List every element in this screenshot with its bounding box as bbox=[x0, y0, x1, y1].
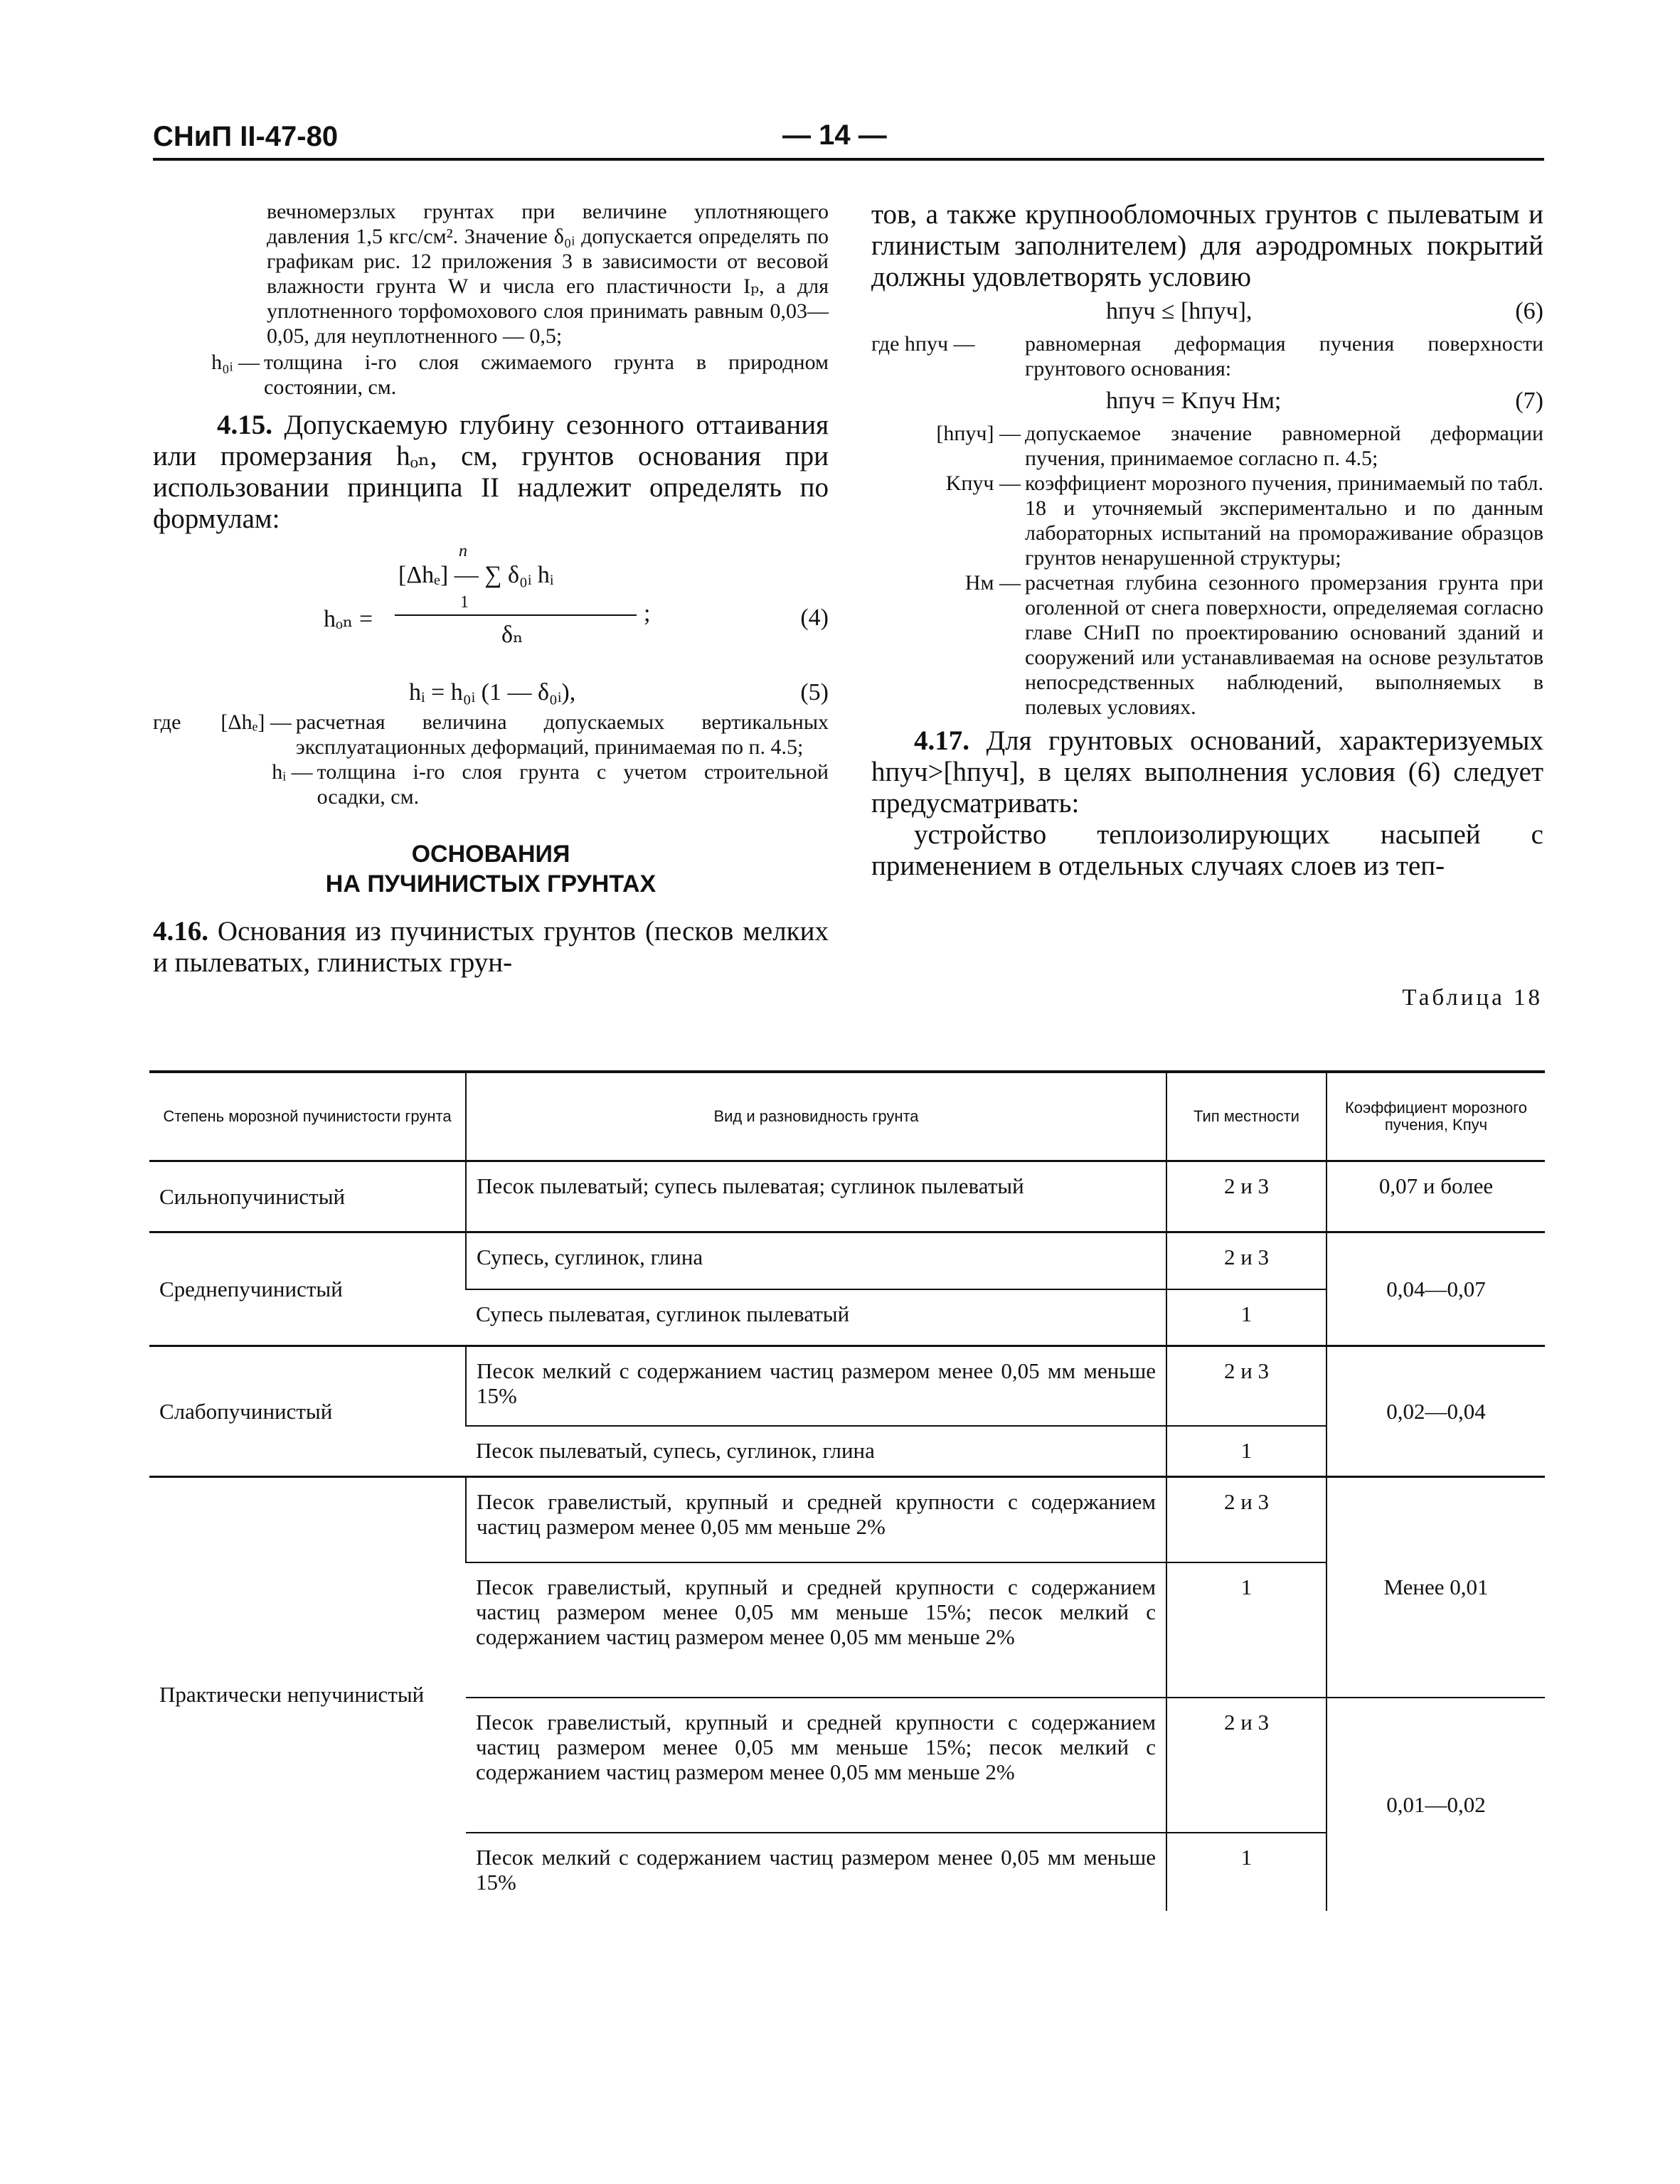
header-terrain-type: Тип местности bbox=[1166, 1072, 1327, 1161]
frost-degree-cell: Практически непучинистый bbox=[149, 1477, 466, 1911]
definition-text: равномерная деформация пучения поверхности грунтового основания: bbox=[1025, 332, 1543, 380]
formula-numerator: [Δhₑ] — ∑ δ₀ᵢ hᵢ bbox=[398, 562, 554, 588]
definition-text: коэффициент морозного пучения, принимаемый по табл. 18 и уточняемый экспериментально и по данным лабораторных испытаний на промораживание образцов грунтов ненарушенной структуры; bbox=[1025, 472, 1543, 570]
definition-symbol: Hм — bbox=[964, 571, 1021, 595]
terrain-type-cell: 2 и 3 bbox=[1166, 1477, 1327, 1562]
formula-body: hпуч ≤ [hпуч], bbox=[1106, 298, 1253, 324]
terrain-type-cell: 1 bbox=[1166, 1833, 1327, 1911]
definition-hm bbox=[871, 570, 1543, 720]
table-row bbox=[149, 1477, 1545, 1562]
paragraph-number: 4.15. bbox=[217, 410, 272, 440]
definition-hi bbox=[153, 760, 829, 809]
soil-kind-cell: Песок мелкий с содержанием частиц размером менее 0,05 мм меньше 15% bbox=[466, 1346, 1166, 1426]
formula-number: (5) bbox=[800, 679, 829, 705]
paragraph-number: 4.16. bbox=[153, 916, 208, 947]
definition-text: расчетная величина допускаемых вертикальных эксплуатационных деформаций, принимаемая по п. 4.5; bbox=[295, 710, 829, 759]
soil-kind-cell: Супесь, суглинок, глина bbox=[466, 1232, 1166, 1289]
definition-h0i bbox=[153, 350, 829, 400]
paragraph-4-16 bbox=[153, 916, 829, 979]
definition-symbol: [hпуч] — bbox=[936, 422, 1021, 445]
section-title bbox=[153, 839, 829, 899]
paragraph-4-15 bbox=[153, 410, 829, 535]
header-soil-kind: Вид и разновидность грунта bbox=[466, 1072, 1166, 1161]
left-column bbox=[153, 199, 829, 979]
spacer bbox=[153, 760, 206, 809]
definition-text: толщина i-го слоя грунта с учетом строительной осадки, см. bbox=[317, 760, 829, 809]
definition-hpuch bbox=[871, 331, 1543, 381]
formula-body: hᵢ = h₀ᵢ (1 — δ₀ᵢ), bbox=[409, 679, 576, 705]
formula-sum-top: n bbox=[459, 542, 467, 560]
terrain-type-cell: 1 bbox=[1166, 1426, 1327, 1477]
table-caption: Таблица 18 bbox=[1402, 985, 1543, 1011]
formula-lhs: hₒₙ = bbox=[324, 606, 373, 632]
paragraph-text: Для грунтовых оснований, характеризуемых hпуч>[hпуч], в целях выполнения условия (6) следует предусматривать: bbox=[871, 725, 1543, 819]
soil-kind-cell: Песок пылеватый; супесь пылеватая; суглинок пылеватый bbox=[466, 1161, 1166, 1232]
paragraph-number: 4.17. bbox=[914, 725, 969, 756]
frost-degree-cell: Слабопучинистый bbox=[149, 1346, 466, 1477]
formula-5 bbox=[153, 677, 829, 710]
soil-kind-cell: Песок пылеватый, супесь, суглинок, глина bbox=[466, 1426, 1166, 1477]
formula-body: hпуч = Kпуч Hм; bbox=[1106, 388, 1282, 414]
table-row bbox=[149, 1232, 1545, 1289]
definition-text: расчетная глубина сезонного промерзания грунта при оголенной от снега поверхности, определяемая согласно главе СНиП по проектированию оснований зданий и сооружений или устанавливаемая на основе результатов непосредственных наблюдений, выполняемых в полевых условиях. bbox=[1025, 571, 1543, 719]
soil-kind-cell: Супесь пылеватая, суглинок пылеватый bbox=[466, 1289, 1166, 1346]
coefficient-cell: Менее 0,01 bbox=[1327, 1477, 1545, 1698]
formula-sum-bottom: 1 bbox=[460, 593, 469, 612]
formula-number: (6) bbox=[1515, 298, 1543, 324]
table-row bbox=[149, 1161, 1545, 1232]
terrain-type-cell: 1 bbox=[1166, 1562, 1327, 1698]
soil-kind-cell: Песок гравелистый, крупный и средней крупности с содержанием частиц размером менее 0,05 мм меньше 15%; песок мелкий с содержанием частиц размером менее 0,05 мм меньше 2% bbox=[466, 1562, 1166, 1698]
table-row bbox=[149, 1346, 1545, 1426]
definition-symbol: Kпуч — bbox=[945, 472, 1021, 495]
soil-kind-cell: Песок гравелистый, крупный и средней крупности с содержанием частиц размером менее 0,05 мм меньше 15%; песок мелкий с содержанием частиц размером менее 0,05 мм меньше 2% bbox=[466, 1698, 1166, 1833]
soil-kind-cell: Песок гравелистый, крупный и средней крупности с содержанием частиц размером менее 0,05 мм меньше 2% bbox=[466, 1477, 1166, 1562]
section-title-line-2: НА ПУЧИНИСТЫХ ГРУНТАХ bbox=[325, 870, 656, 897]
terrain-type-cell: 2 и 3 bbox=[1166, 1346, 1327, 1426]
formula-6 bbox=[871, 296, 1543, 331]
definition-symbol: [Δhₑ] — bbox=[220, 710, 292, 734]
terrain-type-cell: 2 и 3 bbox=[1166, 1698, 1327, 1833]
paragraph-4-17-continuation: устройство теплоизолирующих насыпей с применением в отдельных случаях слоев из теп- bbox=[871, 819, 1543, 881]
formula-4 bbox=[153, 542, 829, 677]
definition-text: толщина i-го слоя сжимаемого грунта в природном состоянии, см. bbox=[264, 351, 829, 399]
formula-end: ; bbox=[644, 600, 651, 627]
fraction-line bbox=[395, 614, 637, 616]
formula-denominator: δₙ bbox=[501, 622, 523, 648]
continued-text: тов, а также крупнообломочных грунтов с пылеватым и глинистым заполнителем) для аэродромных покрытий должны удовлетворять условию bbox=[871, 199, 1543, 292]
frost-degree-cell: Среднепучинистый bbox=[149, 1232, 466, 1346]
formula-number: (4) bbox=[800, 604, 829, 631]
frost-degree-cell: Сильнопучинистый bbox=[149, 1161, 466, 1232]
paragraph-text: Допускаемую глубину сезонного оттаивания или промерзания hₒₙ, см, грунтов основания при использовании принципа II надлежит определять по формулам: bbox=[153, 410, 829, 534]
right-column bbox=[871, 199, 1543, 882]
table-18 bbox=[149, 1070, 1545, 1911]
where-word: где bbox=[153, 710, 181, 734]
coefficient-cell: 0,01—0,02 bbox=[1327, 1698, 1545, 1911]
document-code: СНиП II-47-80 bbox=[153, 121, 339, 152]
definition-symbol: h₀ᵢ — bbox=[211, 351, 260, 374]
coefficient-cell: 0,04—0,07 bbox=[1327, 1232, 1545, 1346]
definition-text: допускаемое значение равномерной деформации пучения, принимаемое согласно п. 4.5; bbox=[1025, 422, 1543, 470]
definition-hpuch-allowed bbox=[871, 421, 1543, 471]
continued-text: вечномерзлых грунтах при величине уплотняющего давления 1,5 кгс/см². Значение δ₀ᵢ допускается определять по графикам рис. 12 приложения 3 в зависимости от весовой влажности грунта W и числа его пластичности Iₚ, а для уплотненного торфомохового слоя принимать равным 0,03—0,05, для неуплотненного — 0,5; bbox=[267, 200, 829, 348]
coefficient-cell: 0,02—0,04 bbox=[1327, 1346, 1545, 1477]
formula-number: (7) bbox=[1515, 388, 1543, 414]
header-frost-degree: Степень морозной пучинистости грунта bbox=[149, 1072, 466, 1161]
definition-symbol: где hпуч — bbox=[871, 332, 975, 356]
paragraph-text: Основания из пучинистых грунтов (песков мелких и пылеватых, глинистых грун- bbox=[153, 916, 829, 978]
paragraph-4-17 bbox=[871, 725, 1543, 819]
page-number: — 14 — bbox=[782, 119, 887, 151]
terrain-type-cell: 2 и 3 bbox=[1166, 1232, 1327, 1289]
section-title-line-1: ОСНОВАНИЯ bbox=[411, 841, 570, 868]
table-header-row bbox=[149, 1072, 1545, 1161]
soil-kind-cell: Песок мелкий с содержанием частиц размером менее 0,05 мм меньше 15% bbox=[466, 1833, 1166, 1911]
definition-symbol: hᵢ — bbox=[272, 760, 313, 784]
header-rule bbox=[153, 158, 1544, 161]
terrain-type-cell: 1 bbox=[1166, 1289, 1327, 1346]
coefficient-cell: 0,07 и более bbox=[1327, 1161, 1545, 1232]
formula-7 bbox=[871, 385, 1543, 421]
definition-dhe bbox=[153, 710, 829, 760]
definition-kpuch bbox=[871, 471, 1543, 570]
terrain-type-cell: 2 и 3 bbox=[1166, 1161, 1327, 1232]
header-coefficient: Коэффициент морозного пучения, Kпуч bbox=[1327, 1072, 1545, 1161]
